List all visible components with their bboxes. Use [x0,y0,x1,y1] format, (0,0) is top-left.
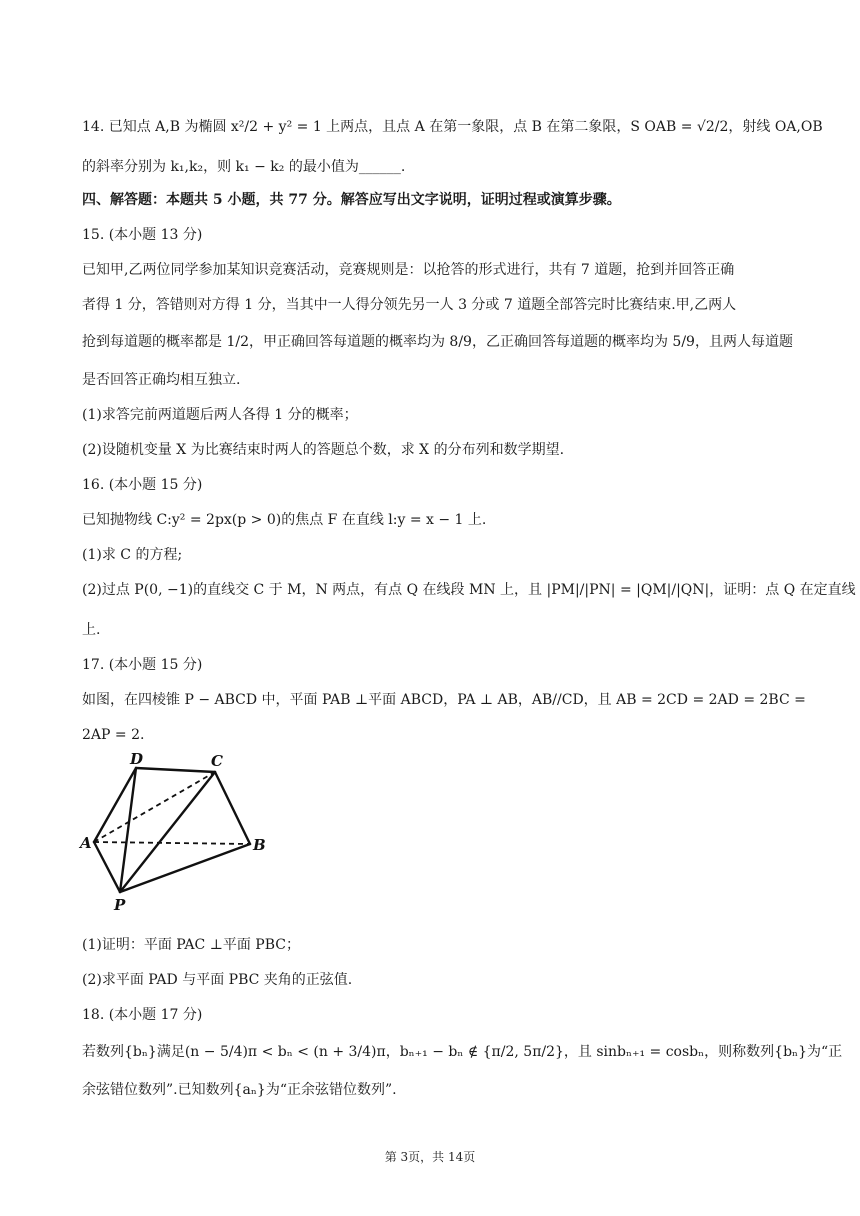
q15-header: 15. (本小题 13 分) [82,227,203,243]
q17-text-2: 2AP = 2. [82,727,145,743]
q16-text: 已知抛物线 C:y² = 2px(p > 0)的焦点 F 在直线 l:y = x − 1 上. [82,512,487,528]
edge-ap [94,842,120,892]
edge-dc [136,768,215,772]
edge-ac-hidden [94,772,215,842]
label-c: C [211,752,223,770]
q14-line1: 14. 已知点 A,B 为椭圆 x²/2 + y² = 1 上两点，且点 A 在第一象限，点 B 在第二象限，S OAB = √2/2，射线 OA,OB [82,119,823,135]
label-b: B [253,836,266,854]
page-footer: 第 3页，共 14页 [384,1150,476,1164]
q17-part2: (2)求平面 PAD 与平面 PBC 夹角的正弦值. [82,972,353,988]
label-p: P [114,896,126,912]
q18-text-1: 若数列{bₙ}满足(n − 5/4)π < bₙ < (n + 3/4)π，bₙ₊₁ − bₙ ∉ {π/2, 5π/2}，且 sinbₙ₊₁ = cosbₙ，则称数列{bₙ}为“正 [82,1044,843,1060]
label-a: A [80,834,92,852]
q15-part2: (2)设随机变量 X 为比赛结束时两人的答题总个数，求 X 的分布列和数学期望. [82,442,565,458]
q14-line2: 的斜率分别为 k₁,k₂，则 k₁ − k₂ 的最小值为______. [82,159,406,175]
edge-ab-hidden [94,842,250,844]
q17-part1: (1)证明：平面 PAC ⊥平面 PBC； [82,937,300,953]
q17-text-1: 如图，在四棱锥 P − ABCD 中，平面 PAB ⊥平面 ABCD，PA ⊥ AB，AB//CD，且 AB = 2CD = 2AD = 2BC = [82,692,806,708]
q18-header: 18. (本小题 17 分) [82,1007,203,1023]
q15-text-2: 者得 1 分，答错则对方得 1 分，当其中一人得分领先另一人 3 分或 7 道题全部答完时比赛结束.甲,乙两人 [82,297,737,313]
edge-cb [215,772,250,844]
q15-part1: (1)求答完前两道题后两人各得 1 分的概率； [82,407,358,423]
q15-text-4: 是否回答正确均相互独立. [82,372,241,388]
q17-header: 17. (本小题 15 分) [82,657,203,673]
section-heading: 四、解答题：本题共 5 小题，共 77 分。解答应写出文字说明，证明过程或演算步骤。 [82,192,621,208]
q18-text-2: 余弦错位数列”.已知数列{aₙ}为“正余弦错位数列”. [82,1082,397,1098]
label-d: D [130,752,144,768]
q15-text-3: 抢到每道题的概率都是 1/2，甲正确回答每道题的概率均为 8/9，乙正确回答每道题的概率均为 5/9，且两人每道题 [82,334,793,350]
q16-part2-cont: 上. [82,622,101,638]
q16-header: 16. (本小题 15 分) [82,477,203,493]
q16-part2: (2)过点 P(0, −1)的直线交 C 于 M，N 两点，有点 Q 在线段 MN 上，且 |PM|/|PN| = |QM|/|QN|，证明：点 Q 在定直线 [82,582,856,598]
edge-da [94,768,136,842]
q15-text-1: 已知甲,乙两位同学参加某知识竞赛活动，竞赛规则是：以抢答的形式进行，共有 7 道题，抢到并回答正确 [82,262,735,278]
pyramid-figure [78,752,278,912]
q16-part1: (1)求 C 的方程; [82,547,183,563]
